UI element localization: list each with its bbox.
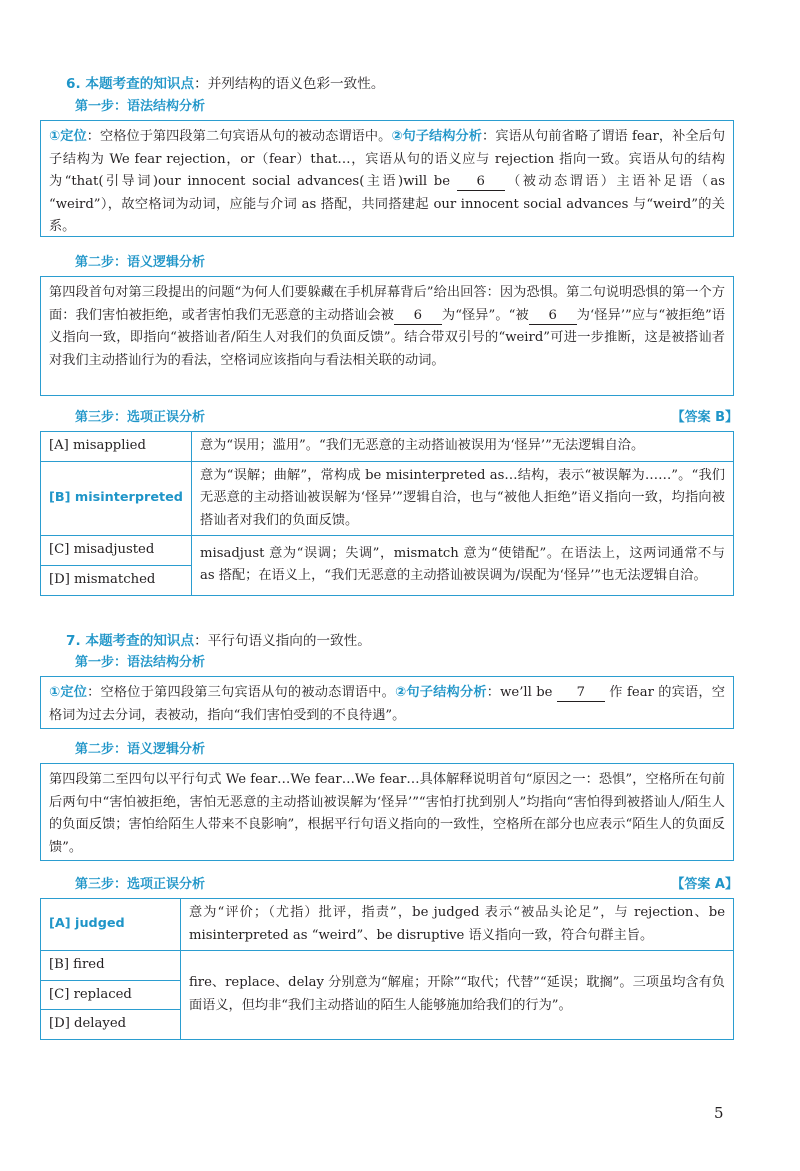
q6-step1-box	[40, 120, 734, 237]
page-number: 5	[714, 1104, 724, 1122]
q7-step1-blank: 7	[557, 684, 605, 702]
q6-step2-text1: 第四段首句对第三段提出的问题“为何人们要躲藏在手机屏幕背后”给出回答：因为恐惧。第二句说明恐惧的第一个方面：我们害怕被拒绝，或者害怕我们无恶意的主动搭讪会被	[49, 285, 725, 323]
q7-step2-heading: 第二步：语义逻辑分析	[75, 742, 206, 757]
q7-option-b: [B] fired	[41, 951, 181, 981]
q6-step2-box	[40, 276, 734, 396]
q7-step2-box	[40, 763, 734, 861]
q6-step2-text2: 为“怪异”。“被	[441, 307, 529, 323]
q7-options-table	[40, 898, 734, 1040]
q6-option-row-c	[41, 536, 734, 566]
q6-step1-text1: ：空格位于第四段第二句宾语从句的被动态谓语中。	[86, 129, 392, 144]
q7-step1-label1: ①定位	[49, 685, 88, 700]
q6-step1-heading: 第一步：语法结构分析	[75, 99, 206, 114]
q7-step1-heading: 第一步：语法结构分析	[75, 655, 206, 670]
q6-option-a: [A] misapplied	[41, 432, 192, 462]
q6-step1-text3: （被动态谓语）主语补足语（as “weird”），故空格词为动词，应能与介词 as 搭配，共同搭建起 our innocent social advances 与“weird”的关系。	[49, 174, 725, 235]
q7-option-a-desc: 意为“评价；（尤指）批评，指责”，be judged 表示“被品头论足”，与 rejection、be misinterpreted as “weird”、be disruptive 语义指向一致，符合句群主旨。	[181, 899, 734, 951]
q6-step3-heading: 第三步：选项正误分析	[75, 410, 206, 425]
q7-step1-label2: ②句子结构分析	[395, 685, 487, 700]
q6-step2-blank1: 6	[394, 307, 442, 325]
q7-step1-text2: ：we’ll be	[486, 685, 557, 700]
q7-option-c: [C] replaced	[41, 980, 181, 1010]
q7-option-row-b	[41, 951, 734, 981]
q6-answer: 【答案 B】	[671, 410, 738, 425]
q7-option-row-a	[41, 899, 734, 951]
q6-option-c: [C] misadjusted	[41, 536, 192, 566]
q6-step1-label1: ①定位	[49, 129, 87, 144]
q7-option-d: [D] delayed	[41, 1010, 181, 1040]
q7-step2-text: 第四段第二至四句以平行句式 We fear…We fear…We fear…具体解释说明首句“原因之一：恐惧”，空格所在句前后两句中“害怕被拒绝，害怕无恶意的主动搭讪被误解为‘怪异’”“害怕打扰到别人”均指向“害怕得到被搭讪人/陌生人的负面反馈；害怕给陌生人带来不良影响”，根据平行句语义指向的一致性，空格所在部分也应表示“陌生人的负面反馈”。	[49, 772, 725, 855]
q7-title-rest: ：平行句语义指向的一致性。	[194, 633, 371, 649]
q6-step2-text3: 为‘怪异’”应与“被拒绝”语义指向一致，即指向“被搭讪者/陌生人对我们的负面反馈”。结合带双引号的“weird”可进一步推断，这是被搭讪者对我们主动搭讪行为的看法，空格词应该指向与看法相关联的动词。	[49, 307, 726, 368]
q6-step2-heading: 第二步：语义逻辑分析	[75, 255, 206, 270]
q7-step3-heading: 第三步：选项正误分析	[75, 877, 206, 892]
q6-title	[66, 74, 384, 94]
q6-option-cd-desc: misadjust 意为“误调；失调”，mismatch 意为“使错配”。在语法上，这两词通常不与 as 搭配；在语义上，“我们无恶意的主动搭讪被误调为/误配为‘怪异’”也无法逻辑自洽。	[191, 536, 733, 595]
q6-title-num: 6. 本题考查的知识点	[66, 76, 195, 92]
q6-options-table	[40, 431, 734, 596]
q6-option-row-b	[41, 461, 734, 536]
q7-step1-text1: ：空格位于第四段第三句宾语从句的被动态谓语中。	[87, 685, 396, 700]
q6-title-rest: ：并列结构的语义色彩一致性。	[194, 76, 385, 92]
q6-option-d: [D] mismatched	[41, 565, 192, 595]
q7-option-a: [A] judged	[41, 899, 181, 951]
q6-step1-blank: 6	[457, 173, 505, 191]
q7-answer: 【答案 A】	[671, 877, 738, 892]
q7-step1-text3: 作 fear 的宾语，空格词为过去分词，表被动，指向“我们害怕受到的不良待遇”。	[49, 685, 725, 723]
q7-step1-box	[40, 676, 734, 729]
q6-step1-text2: ：宾语从句前省略了谓语 fear，补全后句子结构为 We fear rejection，or（fear）that…，宾语从句的语义应与 rejection 指向一致。宾语从句的结构为“that(引导词)our innocent social advances(主语)will be	[49, 129, 726, 190]
q6-option-row-a	[41, 432, 734, 462]
q7-title	[66, 631, 371, 651]
q6-step2-blank2: 6	[529, 307, 577, 325]
q6-option-b: [B] misinterpreted	[41, 461, 192, 536]
q6-option-b-desc: 意为“误解；曲解”，常构成 be misinterpreted as…结构，表示“被误解为……”。“我们无恶意的主动搭讪被误解为‘怪异’”逻辑自洽，也与“被他人拒绝”语义指向一致，均指向被搭讪者对我们的负面反馈。	[191, 461, 733, 536]
q6-option-a-desc: 意为“误用；滥用”。“我们无恶意的主动搭讪被误用为‘怪异’”无法逻辑自洽。	[191, 432, 733, 462]
q7-title-num: 7. 本题考查的知识点	[66, 633, 195, 649]
q6-step1-label2: ②句子结构分析	[391, 129, 483, 144]
q7-option-bcd-desc: fire、replace、delay 分别意为“解雇；开除”“取代；代替”“延误；耽搁”。三项虽均含有负面语义，但均非“我们主动搭讪的陌生人能够施加给我们的行为”。	[181, 951, 734, 1040]
